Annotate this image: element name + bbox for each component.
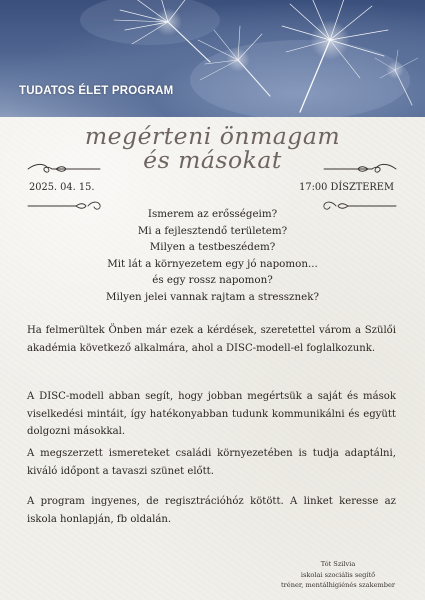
dandelion-seeds-image — [0, 0, 425, 117]
paragraph-registration: A program ingyenes, de regisztrációhóz kötött. A linket keresse az iskola honlapján, fb oldalán. — [27, 496, 396, 525]
title-line-2: és másokat — [143, 146, 282, 174]
paragraph-invitation: Ha felmerültek Önben már ezek a kérdések, szeretettel várom a Szülői akadémia következő alkalmára, ahol a DISC-modell-el foglalkozunk. — [27, 325, 396, 354]
question-item: és egy rossz napomon? — [152, 274, 273, 287]
program-title: TUDATOS ÉLET PROGRAM — [19, 85, 174, 97]
signature-role-2: tréner, mentálhigiénés szakember — [281, 581, 395, 589]
question-list — [0, 206, 425, 306]
flourish-top-left-ornament — [26, 162, 104, 176]
event-date: 2025. 04. 15. — [29, 182, 95, 193]
header-photo — [0, 0, 425, 117]
question-item: Milyen a testbeszédem? — [149, 241, 276, 254]
question-item: Mit lát a környezetem egy jó napomon... — [107, 257, 318, 270]
paragraph-disc-model: A DISC-modell abban segít, hogy jobban megértsük a saját és mások viselkedési mintáit, így hatékonyabban tudunk kommunikálni és együtt dolgozni másokkal. — [27, 391, 396, 437]
question-item: Ismerem az erősségeim? — [147, 208, 278, 220]
event-time-place: 17:00 DÍSZTEREM — [299, 182, 394, 193]
question-item: Mi a fejlesztendő területem? — [137, 224, 288, 237]
signature-role-1: iskolai szociális segítő — [300, 570, 376, 579]
signature-name: Tót Szilvia — [320, 560, 356, 568]
flourish-top-right-ornament — [320, 162, 398, 176]
signature-block — [278, 559, 398, 591]
title-line-1: megérteni önmagam — [84, 122, 341, 150]
question-item: Milyen jelei vannak rajtam a stressznek? — [106, 290, 319, 303]
paragraph-family-adaptation: A megszerzett ismereteket családi környezetében is tudja adaptálni, kiváló időpont a tavaszi szünet előtt. — [27, 448, 396, 477]
